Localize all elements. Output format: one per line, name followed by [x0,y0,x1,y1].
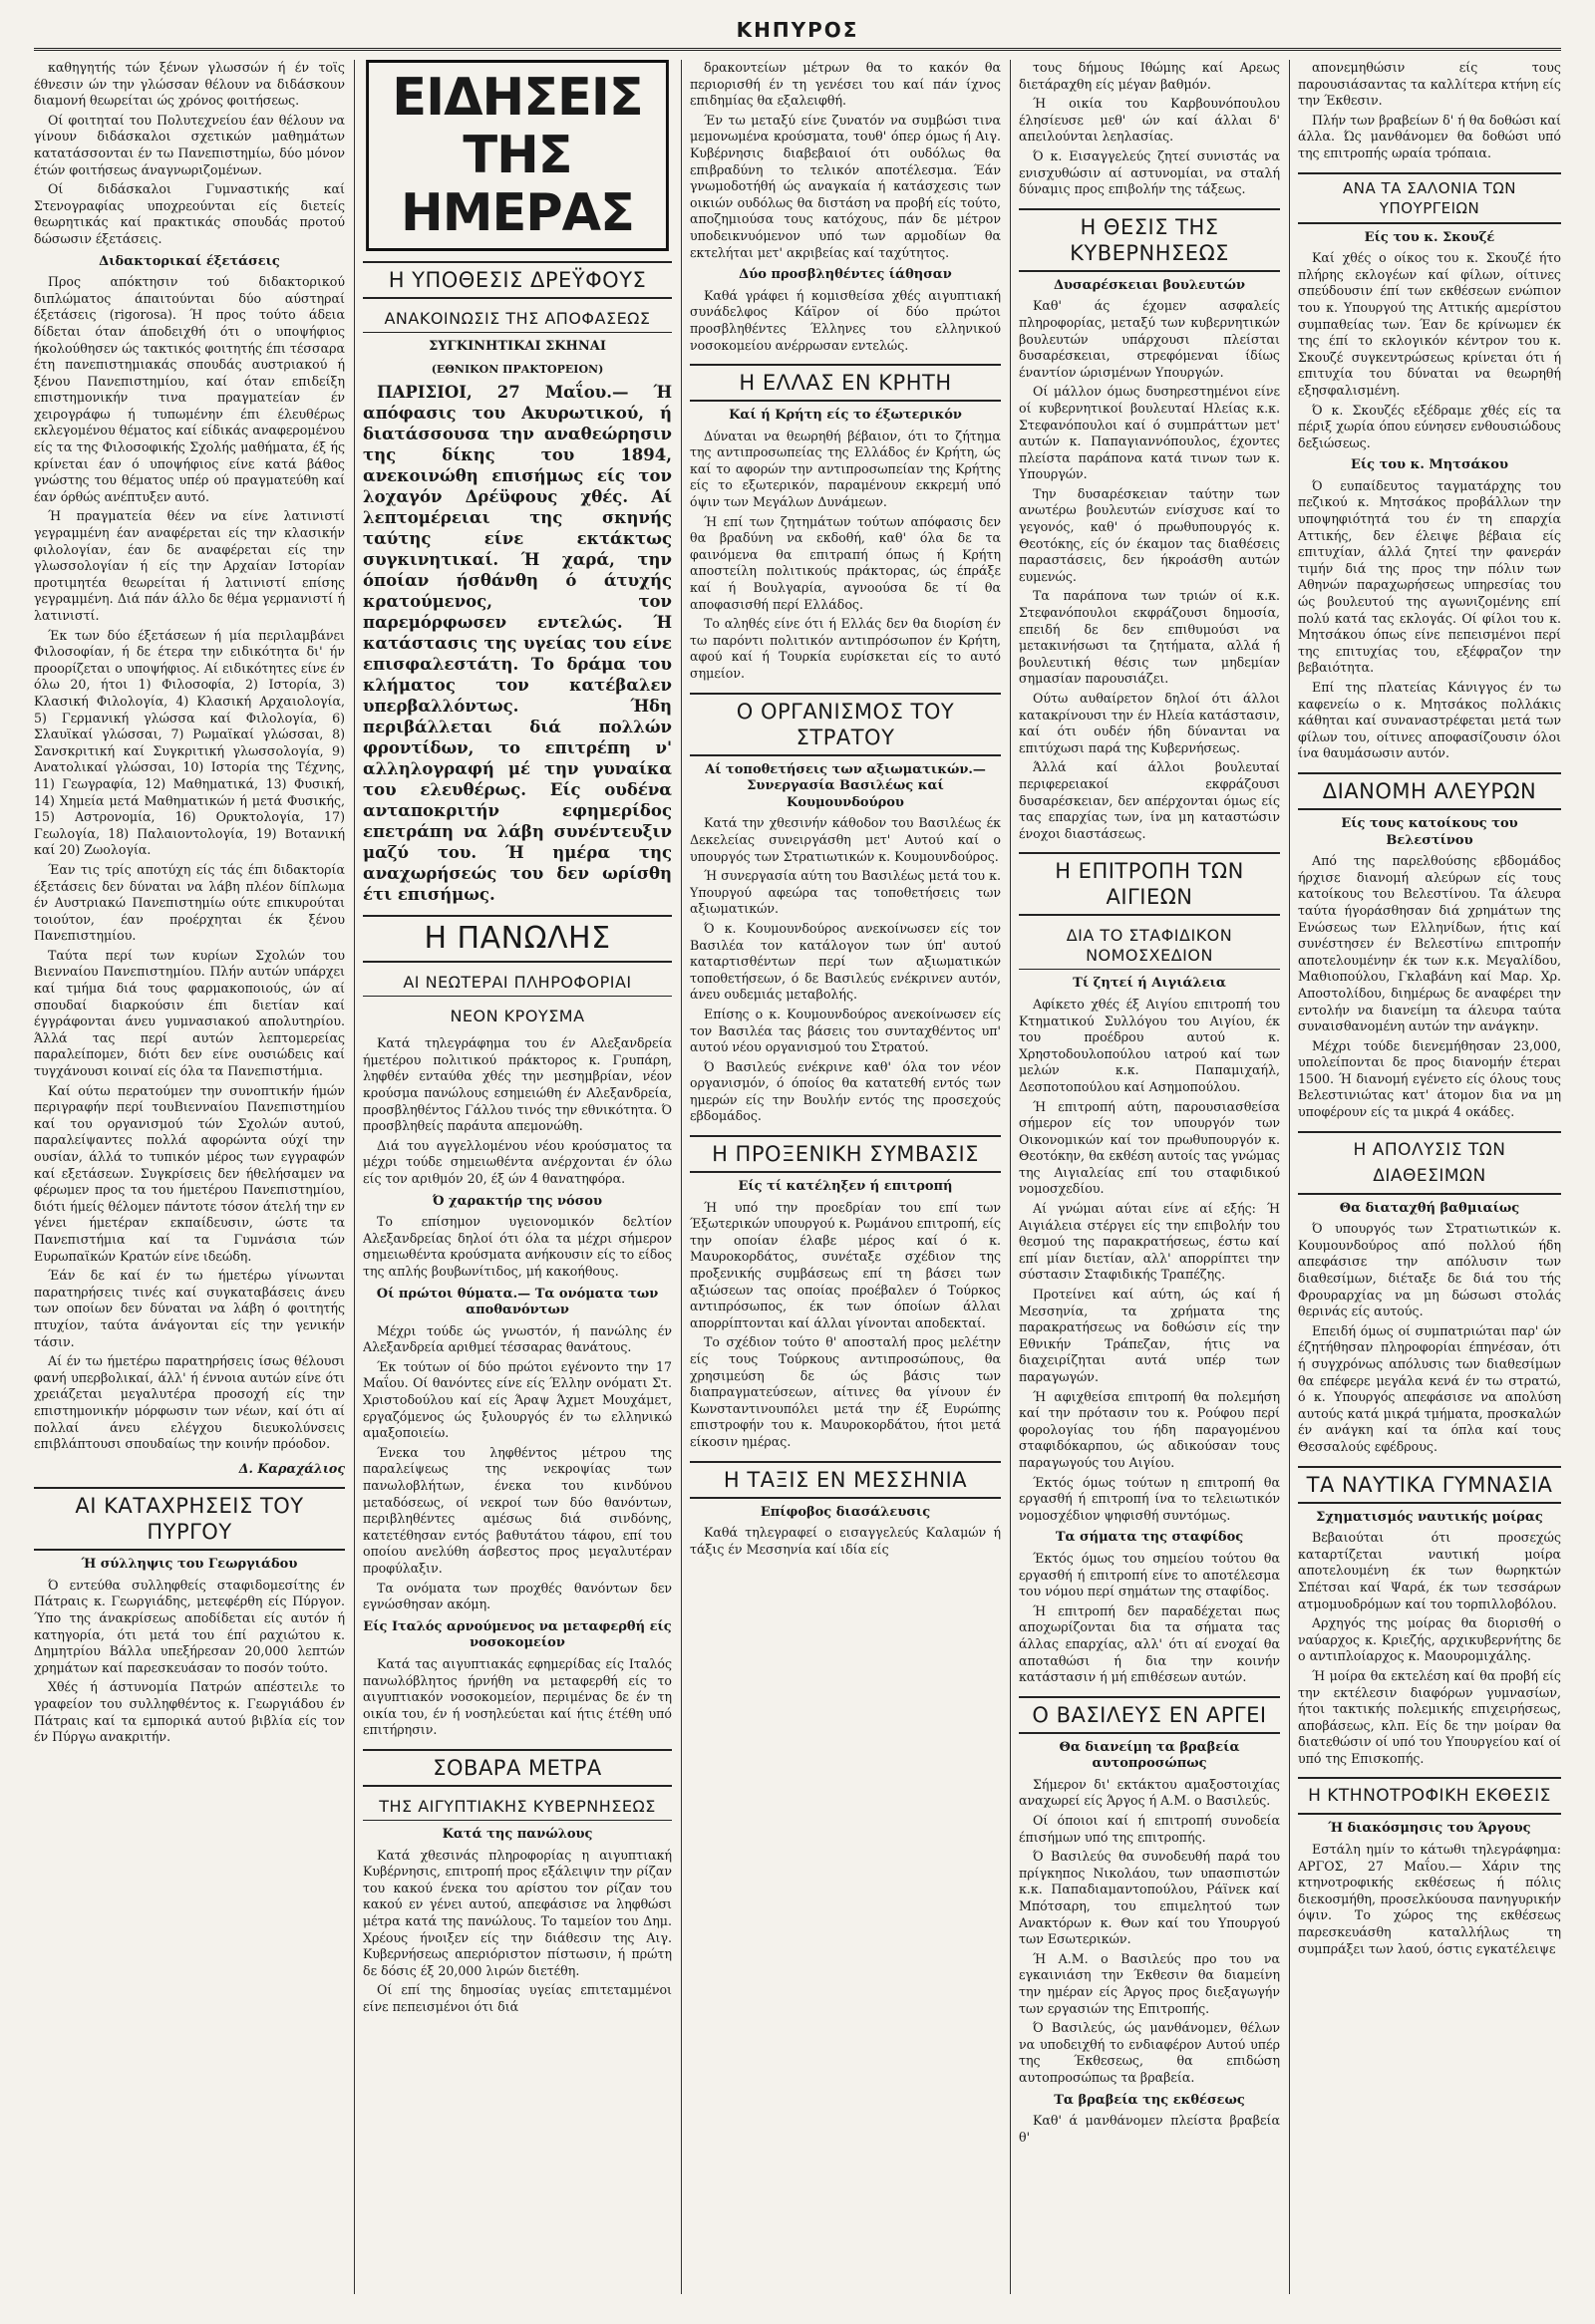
paragraph: Έαν τις τρίς αποτύχη είς τάς έπι διδακτορία έξετάσεις δεν δύναται να λάβη πλέον δίπλωμα έν Αυστριακώ Πανεπιστημίω ούτε επικυρούται τοιούτον, έαν προέρχηται έκ ξένου Πανεπιστημίου. [34,861,345,944]
paragraph: Έκτός όμως του σημείου τούτου θα εργασθή ή επιτροπή είνε το αποτέλεσμα του νόμου περί σημάτων της σταφίδος. [1019,1550,1280,1599]
subheading-mitsakos: Είς του κ. Μητσάκου [1350,457,1508,473]
subheading-argos: Ή διακόσμησις του Άργους [1328,1821,1531,1837]
heading-plague: Η ΠΑΝΩΛΗΣ [363,915,672,963]
subheading-velestino: Είς τους κατοίκους του Βελεστίνου [1341,815,1518,848]
subheading-messinia: Επίφοβος διασάλευσις [760,1504,931,1520]
paragraph: Επίσης ο κ. Κουμουνδούρος ανεκοίνωσεν είς τον Βασιλέα τας βάσεις του συνταχθέντος υπ' αυτού νέου οργανισμού του Στρατού. [690,1006,1001,1055]
heading-ministries: ΑΝΑ ΤΑ ΣΑΛΟΝΙΑ ΤΩΝ ΥΠΟΥΡΓΕΙΩΝ [1298,172,1561,224]
subheading-consular: Είς τί κατέληξεν ή επιτροπή [738,1179,953,1195]
heading-dreyfus: Η ΥΠΟΘΕΣΙΣ ΔΡΕΫΦΟΥΣ [363,261,672,299]
paragraph: Ή αφιχθείσα επιτροπή θα πολεμήση καί την πρότασιν του κ. Ρούφου περί φορολογίας του ήδη παραγομένου σταφιδόκαρπου, ώς αδικούσαν τους παραγωγούς του Αιγίου. [1019,1388,1280,1470]
paragraph: Βεβαιούται ότι προσεχώς καταρτίζεται ναυτική μοίρα αποτελουμένη έκ των θωρηκτών Σπέτσαι καί Ψαρά, έκ των τεσσάρων ατμομυοδρόμων καί του τορπιλλοβόλου. [1298,1530,1561,1611]
paragraph: Ή επί των ζητημάτων τούτων απόφασις δεν θα βραδύνη να εκδοθή, καθ' όλα δε τα φαινόμενα θα επιτραπή όπως ή Κρήτη αποστείλη πολιτικούς πράκτορας, ώς έπράξε καί ή Βουλγαρία, αγνοούσα δε τί θα αποφασισθή περί Ελλάδος. [690,513,1001,612]
column-2 [363,60,672,2294]
subheading-scenes: ΣΥΓΚΙΝΗΤΙΚΑΙ ΣΚΗΝΑΙ [429,339,606,354]
masthead: ΚΗΠΥΡΟΣ [34,18,1561,51]
subheading-fleet: Σχηματισμός ναυτικής μοίρας [1316,1509,1543,1525]
author-signature: Δ. Καραχάλιος [238,1460,345,1476]
paragraph: Έν τω μεταξύ είνε ζυνατόν να συμβώσι τινα μεμονωμένα κρούσματα, τουθ' όπερ όμως ή Αιγ. Κυβέρνησις διαβεβαιοί ότι ουδόλως θα επιβραδύνη το τελικόν αποτέλεσμα. Έάν γνωμοδοτήθή ώς αναγκαία ή κατάσχεσις των οικιών ουδόλως θα διστάση να προβή είς τούτο, αποζημιούσα τους κατόχους, πάν δε μέτρον υποδεικνυόμενον υπό των αρμοδίων θα εκτελήται μετ' ακριβείας καί ταχύτητος. [690,112,1001,260]
paragraph: Πλήν των βραβείων δ' ή θα δοθώσι καί άλλα. Ώς μανθάνομεν θα δοθώσι υπό της επιτροπής ωραία τρόπαια. [1298,112,1561,160]
paragraph: Εστάλη ημίν το κάτωθι τηλεγράφημα: ΑΡΓΟΣ, 27 Μαΐου.— Χάριν της κτηνοτροφικής εκθέσεως ή πόλις διεκοσμήθη, προσελκύουσα πανηγυρικήν όψιν. Το χώρος της εκθέσεως παρεσκευάσθη καταλλήλως τη συμπράξει των λαού, όστις εγκατέλειψε [1298,1842,1561,1956]
paragraph: Καθ' άς έχομεν ασφαλείς πληροφορίας, μεταξύ των κυβερνητικών βουλευτών υπάρχουσι πλείσται δυσαρέσκειαι, στρεφόμεναι ίδίως έναντίον ώρισμένων Υπουργών. [1019,298,1280,380]
heading-raisin-bill: ΔΙΑ ΤΟ ΣΤΑΦΙΔΙΚΟΝ ΝΟΜΟΣΧΕΔΙΟΝ [1019,926,1280,970]
paragraph: Ή επιτροπή αύτη, παρουσιασθείσα σήμερον είς τον υπουργόν των Οικονομικών καί τον πρωθυπουργόν κ. Θεοτόκην, θα εκθέση αυτοίς τας γνώμας της Αιγιαλείας επί του σταφιδικού νομοσχεδίου. [1019,1098,1280,1197]
paragraph: Μέχρι τούδε ώς γνωστόν, ή πανώλης έν Αλεξανδρεία αριθμεί τέσσαρας θανάτους. [363,1322,672,1355]
subheading-mps: Δυσαρέσκειαι βουλευτών [1053,277,1246,293]
subheading-aigialeia: Τί ζητεί ή Αιγιάλεια [1073,976,1226,992]
heading-new-case: ΝΕΟΝ ΚΡΟΥΣΜΑ [450,1007,585,1026]
subheading-pyrgos: Ή σύλληψις του Γεωργιάδου [81,1557,298,1573]
subheading-prizes: Τα βραβεία της εκθέσεως [1054,2092,1245,2108]
paragraph: Ό κ. Κουμουνδούρος ανεκοίνωσεν είς τον Βασιλέα τον κατάλογον των ύπ' αυτού καταρτισθέντων περί των αξιωματικών τοποθετήσεων, ό δε Βασιλεύς ενέκρινεν αυτόν, άνευ ουδεμιάς μεταβολής. [690,920,1001,1003]
paragraph: Κατά την χθεσινήν κάθοδον του Βασιλέως έκ Δεκελείας συνειργάσθη μετ' Αυτού καί ο υπουργός των Στρατιωτικών κ. Κουμουνδούρος. [690,815,1001,864]
paragraph: Ή οικία του Καρβουνόπουλου έλησίευσε μεθ' ών καί άλλαι δ' απειλούνται λεηλασίας. [1019,96,1280,145]
heading-committee: Η ΕΠΙΤΡΟΠΗ ΤΩΝ ΑΙΓΙΕΩΝ [1019,852,1280,916]
paragraph: Το αληθές είνε ότι ή Ελλάς δεν θα διορίση έν τω παρόντι πολιτικόν αντιπρόσωπον έν Κρήτη, αφού καί ή Τουρκία ευρίσκεται είς το αυτό σημείον. [690,616,1001,681]
subheading-army: Αί τοποθετήσεις των αξιωματικών.— Συνεργασία Βασιλέως καί Κουμουνδούρου [705,761,986,810]
heading-plague-news: ΑΙ ΝΕΩΤΕΡΑΙ ΠΛΗΡΟΦΟΡΙΑΙ [363,973,672,997]
paragraph: Έάν δε καί έν τω ήμετέρω γίνωνται παρατηρήσεις τινές καί συγκαταβάσεις άνευ των οποίων δεν δύναται να λάβη ό φοιτητής πτυχίον, ταύτα άνάγονται είς την γενικήν τάσιν. [34,1268,345,1349]
column-1 [34,60,345,2294]
paragraph: δρακοντείων μέτρων θα το κακόν θα περιορισθή έν τη γενέσει του καί πάν ίχνος επιδημίας θα εξαλειφθή. [690,60,1001,109]
column-5 [1298,60,1561,2294]
subheading-measures: Κατά της πανώλους [442,1826,593,1842]
lead-paragraph: ΠΑΡΙΣΙΟΙ, 27 Μαΐου.— Ή απόφασις του Ακυρωτικού, ή διατάσσουσα την αναθεώρησιν της δίκης του 1894, ανεκοινώθη επισήμως είς τον λοχαγόν Δρέϋφους χθές. Αί λεπτομέρειαι της σκηνής ταύτης είνε εκτάκτως συγκινητικαί. Ή χαρά, την όποίαν ήσθάνθη ό άτυχής κρατούμενος, τον παρεμόρφωσεν εντελώς. Ή κατάστασις της υγείας του είνε επισφαλεστάτη. Το δράμα του κλήματος τον κατέβαλεν υπερβαλλόντως. Ήδη περιβάλλεται διά πολλών φροντίδων, το επιτρέπη ν' αλληλογραφή μέ την γυναίκα του ελευθέρως. Είς ουδένα ανταποκριτήν εφημερίδος επετράπη να λάβη συνέντευξιν μαζύ του. Ή ημέρα της αναχωρήσεώς του δεν ωρίσθη έτι επισήμως. [363,383,672,905]
paragraph: Ταύτα περί των κυρίων Σχολών του Βιενναίου Πανεπιστημίου. Πλήν αυτών υπάρχει καί τμήμα διά τους φαρμακοποιούς, ών αί σπουδαί διαρκούσιν έπι διετίαν καί έγγράφονται άνευ γυμνασιακού απολυτηρίου. Άλλά τας περί αυτών λεπτομερείας παραλείπομεν, διότι δεν είνε ουσιώδεις καί τυγχάνουσι κοιναί είς όλα τα Πανεπιστήμια. [34,947,345,1079]
subheading-skouzes: Είς του κ. Σκουζέ [1364,229,1495,245]
paragraph: Επειδή όμως οί συμπατριώται παρ' ών έζητήθησαν πληροφορίαι έπηνέσαν, ότι ή συγχρόνως απόλυσις των διαθεσίμων θα επέφερε μεγάλα κενά έν τω στρατώ, ό κ. Υπουργός απεφάσισε να απολύση αυτούς κατά μικρά τμήματα, προσκαλών έν ανάγκη καί τα όπλα καί τους Θεσσαλούς εφέδρους. [1298,1322,1561,1454]
heading-army: Ο ΟΡΓΑΝΙΣΜΟΣ ΤΟΥ ΣΤΡΑΤΟΥ [690,693,1001,756]
paragraph: Καθά τηλεγραφεί ο εισαγγελεύς Καλαμών ή τάξις έν Μεσσηνία καί ιδία είς [690,1525,1001,1557]
paragraph: Το επίσημον υγειονομικόν δελτίον Αλεξανδρείας δηλοί ότι όλα τα μέχρι σήμερον σημειωθέντα κρούσματα ανήκουσιν είς το είδος της απλής βουβωνίτιδος, μή κακοήθους. [363,1214,672,1279]
columns [34,60,1561,2294]
paragraph: Οί επί της δημοσίας υγείας επιτεταμμένοι είνε πεπεισμένοι ότι διά [363,1982,672,2014]
section-title: ΕΙΔΗΣΕΙΣ ΤΗΣ ΗΜΕΡΑΣ [366,60,669,251]
heading-reserves: Η ΑΠΟΛΥΣΙΣ ΤΩΝ ΔΙΑΘΕΣΙΜΩΝ [1298,1131,1561,1195]
paragraph: Ή επιτροπή δεν παραδέχεται πως αποχωρίζονται δια τα σήματα τας άλλας επαρχίας, αλλ' ότι αί ενοχαί θα αποταθώσι ή δια την κοινήν κατάστασιν ή μή επιθέσεων αυτών. [1019,1602,1280,1685]
paragraph: Κατά χθεσινάς πληροφορίας η αιγυπτιακή Κυβέρνησις, επιτροπή προς εξάλειψιν την ρίζαν του κακού ένεκα του αρίστου τον ρίζαν του κακού εν γένει αυτού, απεφάσισε να ληφθώσι μέτρα κατά της πανώλους. Το ταμείον του Δημ. Χρέους ήνοιξεν είς την διάθεσιν της Αιγ. Κυβερνήσεως απεριόριστον πίστωσιν, ή πρώτη δε δόσις έξ 20,000 λιρών διετέθη. [363,1847,672,1978]
heading-naval: ΤΑ ΝΑΥΤΙΚΑ ΓΥΜΝΑΣΙΑ [1298,1466,1561,1504]
paragraph: Έκ των δύο έξετάσεων ή μία περιλαμβάνει Φιλοσοφίαν, ή δε έτερα την ειδικότητα δι' ήν προορίζεται ο υποψήφιος. Αί ειδικότητες είνε έν όλω 20, ήτοι 1) Φιλοσοφία, 2) Ιστορία, 3) Κλασική Φιλολογία, 4) Κλασική Αρχαιολογία, 5) Γερμανική γλώσσα καί Φιλολογία, 6) Σλαυϊκαί γλώσσαι, 7) Ρωμαϊκαί γλώσσαι, 8) Σανσκριτική καί Συγκριτική γλωσσολογία, 9) Ανατολικαί γλώσσαι, 10) Ιστορία της Τέχνης, 11) Γεωγραφία, 12) Μαθηματικά, 13) Φυσική, 14) Χημεία μετά Μαθηματικών ή μετά Φυσικής, 15) Αστρονομία, 16) Ορυκτολογία, 17) Γεωλογία, 18) Παλαιοντολογία, 19) Βοτανική καί 20) Ζωολογία. [34,627,345,858]
paragraph: Κατά τας αιγυπτιακάς εφημερίδας είς Ιταλός πανωλόβλητος ήρνήθη να μεταφερθή είς το αιγυπτιακόν νοσοκομείον, περιμένας δε έν τη οικία του, έν ή νοσηλεύεται καί ήτις έτέθη υπό επιτήρησιν. [363,1655,672,1738]
column-4 [1019,60,1280,2294]
paragraph: Άλλά καί άλλοι βουλευταί περιφερειακοί εκφράζουσι δυσαρέσκειαν, δεν απέρχονται όμως είς τας επαρχίας των, ίνα μη καταστώσιν ένοχοι διαστάσεως. [1019,759,1280,841]
paragraph: Κατά τηλεγράφημα του έν Αλεξανδρεία ήμετέρου πολιτικού πράκτορος κ. Γρυπάρη, ληφθέν ενταύθα χθές την μεσημβρίαν, νέον κρούσμα πανώλους εσημειώθη έν Αλεξανδρεία, προσβληθέντος Γάλλου τινός την εθνικότητα. Ό προσβληθείς παράυτα απεμονώθη. [363,1035,672,1134]
paragraph: Επί της πλατείας Κάνιγγος έν τω καφενείω ο κ. Μητσάκος πολλάκις κάθηται καί συναναστρέφεται μετά των φίλων του, οίτινες αποφασίζουσιν όλοι ίνα θαυμάσωσιν αυτόν. [1298,680,1561,761]
paragraph: καθηγητής τών ξένων γλωσσών ή έν τοϊς έθνεσιν ών την γλώσσαν θέλουν να διδάσκουν διαμονή θεωρείται ώς χρόνος φοιτήσεως. [34,60,345,109]
subheading-italian: Είς Ιταλός αρνούμενος να μεταφερθή είς νοσοκομείον [363,1618,672,1651]
paragraph: Ό ευπαίδευτος ταγματάρχης του πεζικού κ. Μητσάκος προβάλλων την υποψηφιότητά του έν τη επαρχία Αττικής, δεν έλειψε βέβαια είς επιτυχίαν, άλλά ζητεί την φανεράν τιμήν διά της προς την πόλιν των Αθηνών παραχωρήσεως υπηρεσίας του ώς βουλευτού της αγωνιζομένης επί πολύ κατά τας εκλογάς. Οί φίλοι του κ. Μητσάκου όπως είνε πεπεισμένοι περί της επιτυχίας του, εξέφραζον την βεβαιότητα. [1298,477,1561,676]
heading-egypt-gov: ΤΗΣ ΑΙΓΥΠΤΙΑΚΗΣ ΚΥΒΕΡΝΗΣΕΩΣ [363,1797,672,1821]
agency-credit: (ΕΘΝΙΚΟΝ ΠΡΑΚΤΟΡΕΙΟΝ) [431,362,604,376]
paragraph: Ή πραγματεία θέεν να είνε λατινιστί γεγραμμένη έαν αναφέρεται είς την κλασικήν φιλολογίαν, έαν δε αναφέρεται είς την γλωσσολογίαν ή είς την Αρχαίαν Ιστορίαν προτιμητέα θεωρείται ή λατινιστί επίσης γεγραμμένη. Διά πάν άλλο δε θέμα γερμανιστί ή λατινιστί. [34,508,345,623]
paragraph: Οί φοιτηταί του Πολυτεχνείου έαν θέλουν να γίνουν διδάσκαλοι σχετικών μαθημάτων κατατάσσονται έν τω Πανεπιστημίω, δύο μόνον έτών φοιτήσεως άναγνωριζομένων. [34,112,345,177]
paragraph: Αφίκετο χθές έξ Αιγίου επιτροπή του Κτηματικού Συλλόγου του Αιγίου, έκ του προέδρου αυτού κ. Χρηστοδουλοπούλου ιατρού καί των μελών κ.κ. Παπαμιχαήλ, Δεσποτοπούλου καί Ασημοπούλου. [1019,996,1280,1094]
paragraph: Ό Βασιλεύς ενέκρινε καθ' όλα τον νέον οργανισμόν, ό όποίος θα κατατεθή εντός των ημερών είς την Βουλήν εντός της προσεχούς εβδομάδος. [690,1058,1001,1124]
subheading-victims: Οί πρώτοι θύματα.— Τα ονόματα των αποθανόντων [376,1286,659,1318]
paragraph: Τα ονόματα των προχθές θανόντων δεν εγνώσθησαν ακόμη. [363,1580,672,1612]
paragraph: Από της παρελθούσης εβδομάδος ήρχισε διανομή αλεύρων είς τους κατοίκους του Βελεστίνου. Τα άλευρα ταύτα ήγοράσθησαν διά χρημάτων της Ενώσεως των Ελληνίδων, ήτις καί συνέστησεν έν Βελεστίνω επιτροπήν αποτελουμένην έκ των κ.κ. Μεγαλίδου, Μαθιοπούλου, Γκλαβάνη καί Μαρ. Χρ. Αποστολίδου, διημέρως δε αναφέρει την εντολήν να διανείμη τα άλευρα ταύτα συναισθανομένη αυτών την ανάγκην. [1298,853,1561,1034]
paragraph: Ό υπουργός των Στρατιωτικών κ. Κουμουνδούρος από πολλού ήδη απεφάσισε την απόλυσιν των διαθεσίμων, διέταξε δε διά του τής Φρουραρχίας να μη δώσωσι στολάς θερινάς είς αυτούς. [1298,1221,1561,1319]
subheading-crete: Καί ή Κρήτη είς το έξωτερικόν [729,408,962,424]
paragraph: Ή μοίρα θα εκτελέση καί θα προβή είς την εκτέλεσιν διαφόρων γυμνασίων, ήτοι τακτικής πολεμικής επιχειρήσεως, αποβάσεως, κλπ. Είς δε την μοίραν θα διατεθώσιν οί υπό του Υπουργείου καί οί υπό της Επισκοπής. [1298,1667,1561,1766]
column-3 [690,60,1001,2294]
paragraph: Ή Α.Μ. ο Βασιλεύς προ του να εγκαινιάση την Έκθεσιν θα διαμείνη την ημέραν είς Άργος προς διεξαγωγήν των εργασιών της Επιτροπής. [1019,1950,1280,2016]
heading-measures: ΣΟΒΑΡΑ ΜΕΤΡΑ [363,1749,672,1787]
paragraph: Μέχρι τούδε διενεμήθησαν 23,000, υπολείπονται δε προς διανομήν έτεραι 1500. Ή διανομή εγένετο είς όλους τους Βελεστινιώτας κατ' άτομον δια να μη υποφέρουν είς τα μικρά 4 οκάδες. [1298,1037,1561,1120]
heading-government: Η ΘΕΣΙΣ ΤΗΣ ΚΥΒΕΡΝΗΣΕΩΣ [1019,208,1280,272]
subheading-doctorate: Διδακτορικαί έξετάσεις [99,253,280,269]
heading-livestock: Η ΚΤΗΝΟΤΡΟΦΙΚΗ ΕΚΘΕΣΙΣ [1298,1777,1561,1815]
paragraph: Τα παράπονα των τριών οί κ.κ. Στεφανόπουλοι εκφράζουσι δημοσία, επειδή δε δεν επιθυμούσι να μετακινήσωσι τα ζητήματα, αλλά ή βουλευτική θέσις των μηδεμίαν σημασίαν παρουσιάζει. [1019,588,1280,687]
heading-consular: Η ΠΡΟΞΕΝΙΚΗ ΣΥΜΒΑΣΙΣ [690,1135,1001,1173]
paragraph: Ό κ. Εισαγγελεύς ζητεί συνιστάς να ενισχυθώσιν αί αστυνομίαι, να σταλή δύναμις προς επιβολήν της τάξεως. [1019,147,1280,197]
paragraph: Δύναται να θεωρηθή βέβαιον, ότι το ζήτημα της αντιπροσωπείας της Ελλάδος έν Κρήτη, ώς καί το αφορών την αντιπροσωπείαν της Κρήτης είς το εξωτερικόν, παραμένουν εκκρεμή υπό όψιν των Μεγάλων Δυνάμεων. [690,428,1001,510]
subheading-recovered: Δύο προσβληθέντες ίάθησαν [739,267,952,283]
paragraph: Ό εντεύθα συλληφθείς σταφιδομεσίτης έν Πάτραις κ. Γεωργιάδης, μετεφέρθη είς Πύργον. Ύπο της άνακρίσεως αποδίδεται είς αυτόν ή κατηγορία, ότι μετά του έπί ραχιώτου κ. Δημητρίου Βάλλα υπεξήρεσαν 20,000 λεπτών χρημάτων καί παρεσκευάσαν το ποσόν τούτο. [34,1577,345,1675]
paragraph: Ό κ. Σκουζές εξέδραμε χθές είς τα πέριξ χωρία όπου εύνησεν ενθουσιώδους δεξιώσεως. [1298,402,1561,450]
paragraph: Καθά γράφει ή κομισθείσα χθές αιγυπτιακή συνάδελφος Κάϊρον οί δύο πρώτοι προσβληθέντες Έλληνες του ελληνικού νοσοκομείου ανέρρωσαν εντελώς. [690,287,1001,353]
heading-pyrgos: ΑΙ ΚΑΤΑΧΡΗΣΕΙΣ ΤΟΥ ΠΥΡΓΟΥ [34,1487,345,1551]
paragraph: Προτείνει καί αύτη, ώς καί ή Μεσσηνία, τα χρήματα της παρακρατήσεως να δοθώσιν είς την Εθνικήν Τράπεζαν, ήτις να διαχειρίζηται αυτά υπέρ των παραγωγών. [1019,1287,1280,1384]
paragraph: Ό Βασιλεύς θα συνοδευθή παρά του πρίγκηπος Νικολάου, των υπασπιστών κ.κ. Παπαδιαμαντοπούλου, Ράϊνεκ καί Μπότσαρη, του επιμελητού των Ανακτόρων κ. Θων καί του Υπουργού των Εσωτερικών. [1019,1849,1280,1947]
heading-crete: Η ΕΛΛΑΣ ΕΝ ΚΡΗΤΗ [690,364,1001,402]
paragraph: Καί χθές ο οίκος του κ. Σκουζέ ήτο πλήρης εκλογέων καί φίλων, οίτινες σπεύδουσιν έπί των εκθέσεων ενώπιον του κ. Υπουργού της Αττικής αμερίστου συμπαθείας των. Έαν δε κρίνωμεν έκ της έπί το εκλογικόν κέντρον του κ. Σκουζέ συγκεντρώσεως κρίνεται ότι ή επιτυχία του δύναται να θεωρηθή εξησφαλισμένη. [1298,250,1561,398]
paragraph: Οί μάλλον όμως δυσηρεστημένοι είνε οί κυβερνητικοί βουλευταί Ηλείας κ.κ. Στεφανόπουλοι καί ό συμπράττων μετ' αυτών κ. Παπαγιαννόπουλος, έχοντες πλείστα παράπονα κατά τινων των κ. Υπουργών. [1019,384,1280,482]
paragraph: Έκτός όμως τούτων η επιτροπή θα εργασθή ή επιτροπή ίνα το τελειωτικόν νομοσχέδιον ψηφισθή συντόμως. [1019,1474,1280,1523]
paragraph: Καθ' ά μανθάνομεν πλείστα βραβεία θ' [1019,2113,1280,2145]
heading-dreyfus-decision: ΑΝΑΚΟΙΝΩΣΙΣ ΤΗΣ ΑΠΟΦΑΣΕΩΣ [363,309,672,333]
paragraph: Ό Βασιλεύς, ώς μανθάνομεν, θέλων να υποδειχθή το ενδιαφέρον Αυτού υπέρ της Έκθεσεως, θα επιδώση αυτοπροσώπως τα βραβεία. [1019,2020,1280,2085]
paragraph: Αί γνώμαι αύται είνε αί εξής: Ή Αιγιάλεια στέργει είς την επιβολήν του θεσμού της παρακρατήσεως, έστω καί επί μίαν διετίαν, αλλ' απορρίπτει την σύστασιν Σταφιδικής Τραπέζης. [1019,1201,1280,1283]
column-divider [1289,60,1290,2294]
subheading-awards: Θα διανείμη τα βραβεία αυτοπροσώπως [1059,1739,1240,1772]
paragraph: Ούτω αυθαίρετον δηλοί ότι άλλοι κατακρίνουσι την έν Ηλεία κατάστασιν, καί ότι ουδέν ήδη δύνανται να επιτύχωσι παρά της Κυβερνήσεως. [1019,691,1280,755]
paragraph: Οί διδάσκαλοι Γυμναστικής καί Στενογραφίας υποχρεούνται είς διετείς θεωρητικάς καί πρακτικάς σπουδάς προτού δώσωσιν έξετάσεις. [34,181,345,246]
paragraph: Ή υπό την προεδρίαν του επί των Έξωτερικών υπουργού κ. Ρωμάνου επιτροπή, είς την οποίαν έλαβε μέρος καί ό κ. Μαυροκορδάτος, συνέταξε σχέδιον της προξενικής συμβάσεως επί τη βάσει των αξιώσεων τας οποίας προέβαλεν ό Τούρκος αντιπρόσωπος, έκ των όποίων άλλαι απορρίπτονται καί άλλαι γίνονται αποδεκταί. [690,1199,1001,1330]
paragraph: Την δυσαρέσκειαν ταύτην των ανωτέρω βουλευτών ενίσχυσε καί το γεγονός, καθ' ό πρωθυπουργός κ. Θεοτόκης, είς όν έκαμον τας διαθέσεις παραστάσεις, δεν ήκροάσθη αυτών ευμενώς. [1019,485,1280,584]
paragraph: Το σχέδιον τούτο θ' αποσταλή προς μελέτην είς τους Τούρκους αντιπροσώπους, θα χρησιμεύση δε ώς βάσις των διαπραγματεύσεων, αίτινες θα γίνουν έν Κωνσταντινουπόλει μετά την έξ Ευρώπης επιστροφήν του κ. Μαυροκορδάτου, ήτοι μετά είκοσιν ημέρας. [690,1334,1001,1449]
paragraph: Αρχηγός της μοίρας θα διορισθή ο ναύαρχος κ. Κριεζής, αρχικυβερνήτης δε ο αντιπλοίαρχος κ. Μαουρομιχάλης. [1298,1615,1561,1664]
paragraph: Σήμερον δι' εκτάκτου αμαξοστοιχίας αναχωρεί είς Άργος ή Α.Μ. ο Βασιλεύς. [1019,1776,1280,1809]
paragraph: Αί έν τω ήμετέρω παρατηρήσεις ίσως θέλουσι φανή υπερβολικαί, άλλ' ή έννοια αυτών είνε ότι χρειάζεται μεγαλυτέρα προσοχή είς την επιστημονικήν μόρφωσιν των νέων, καί ότι αί πολλαί άνευ ελέγχου διευκολύνσεις επιβλάπτουσι σπουδαίως την κοινήν πρόοδον. [34,1353,345,1452]
column-divider [681,60,682,2294]
paragraph: Οί όποιοι καί ή επιτροπή συνοδεία έπισήμων υπό της επιτροπής. [1019,1813,1280,1845]
heading-messinia: Η ΤΑΞΙΣ ΕΝ ΜΕΣΣΗΝΙΑ [690,1461,1001,1499]
column-divider [1010,60,1011,2294]
subheading-disease: Ό χαρακτήρ της νόσου [433,1193,602,1209]
paragraph: Καί ούτω περατούμεν την συνοπτικήν ήμών περιγραφήν περί τουΒιενναίου Πανεπιστημίου καί του οργανισμού τών Σχολών αυτού, παραλείψαντες πολλά αφορώντα ούχί την ουσίαν, άλλά το τυπικόν μέρος των εγγραφών καί εξετάσεων. Συγκρίσεις δεν ήθελήσαμεν να φέρωμεν προς τα του ήμετέρου Πανεπιστημίου, διότι ήμείς θέλομεν πάντοτε τόσον άτελή την εν γένει ήμετέραν εκπαίδευσιν, ώστε τα Πανεπιστήμια καί τα Γυμνάσια τών Ευρωπαϊκών Κρατών είνε ιδεώδη. [34,1082,345,1264]
heading-king-argos: Ο ΒΑΣΙΛΕΥΣ ΕΝ ΑΡΓΕΙ [1019,1696,1280,1734]
paragraph: Διά του αγγελλομένου νέου κρούσματος τα μέχρι τούδε σημειωθέντα ανέρχονται έν όλω είς τον αριθμόν 20, έξ ών 4 θανατηφόρα. [363,1137,672,1186]
paragraph: Προς απόκτησιν τού διδακτορικού διπλώματος άπαιτούνται δύο αύστηραί έξετάσεις (rigorosa). Ή προς τούτο άδεια δίδεται όταν άποδειχθή ότι ο υποψήφιος ήκολούθησεν ώς τακτικός φοιτητής έπι τέσσαρα έτη πανεπιστημιακάς σπουδάς αυστριακού ή ξένου Πανεπιστημίου, καί όταν επιδείξη επιστημονικήν τινα πραγματείαν έν χειρογράφω ή τυπωμένην έπι έλευθέρως εκλεγομένου θέματος καί είδικάς αναφερομένου είς τα της Φιλοσοφικής Σχολής μαθήματα, έξ ής κρίνεται έαν ό υποψήφιος είνε κατά βάθος γνώστης του θέματος υπέρ ού πραγματεύθη καί έαν όρθώς ανέπτυξεν αυτό. [34,274,345,504]
paragraph: Ένεκα του ληφθέντος μέτρου της παραλείψεως της νεκροψίας των πανωλοβλήτων, ένεκα του κινδύνου μεταδόσεως, οί νεκροί των δύο θανόντων, περιβληθέντες αμέσως διά σινδόνης, κατετέθησαν εντός βαθυτάτου τάφου, επί του οποίου ανελύθη άσβεστος προς μεγαλυτέραν προφύλαξιν. [363,1444,672,1576]
paragraph: τους δήμους Ιθώμης καί Αρεως διετάραχθη είς μέγαν βαθμόν. [1019,60,1280,92]
paragraph: απονεμηθώσιν είς τους παρουσιάσαντας τα καλλίτερα κτήνη είς την Έκθεσιν. [1298,60,1561,109]
heading-flour: ΔΙΑΝΟΜΗ ΑΛΕΥΡΩΝ [1298,772,1561,810]
column-divider [354,60,355,2294]
subheading-gradual: Θα διαταχθή βαθμιαίως [1339,1200,1520,1216]
c1-paras [34,60,345,248]
paragraph: Ή συνεργασία αύτη του Βασιλέως μετά του κ. Υπουργού αφεώρα τας τοποθετήσεις των αξιωματικών. [690,868,1001,917]
subheading-marks: Τα σήματα της σταφίδος [1055,1530,1244,1546]
paragraph: Χθές ή άστυνομία Πατρών απέστειλε το γραφείον του συλληφθέντος κ. Γεωργιάδου έν Πάτραις καί τα εμπορικά αυτού βιβλία είς τον έν Πύργω ανακριτήν. [34,1679,345,1745]
paragraph: Έκ τούτων οί δύο πρώτοι εγένοντο την 17 Μαΐου. Οί θανόντες είνε είς Έλλην ονόματι Στ. Χριστοδούλου καί είς Άραψ Άχμετ Μουχάμετ, εργαζόμενος ώς ξυλουργός έν τω ελληνικώ αμαξοποιείω. [363,1358,672,1441]
